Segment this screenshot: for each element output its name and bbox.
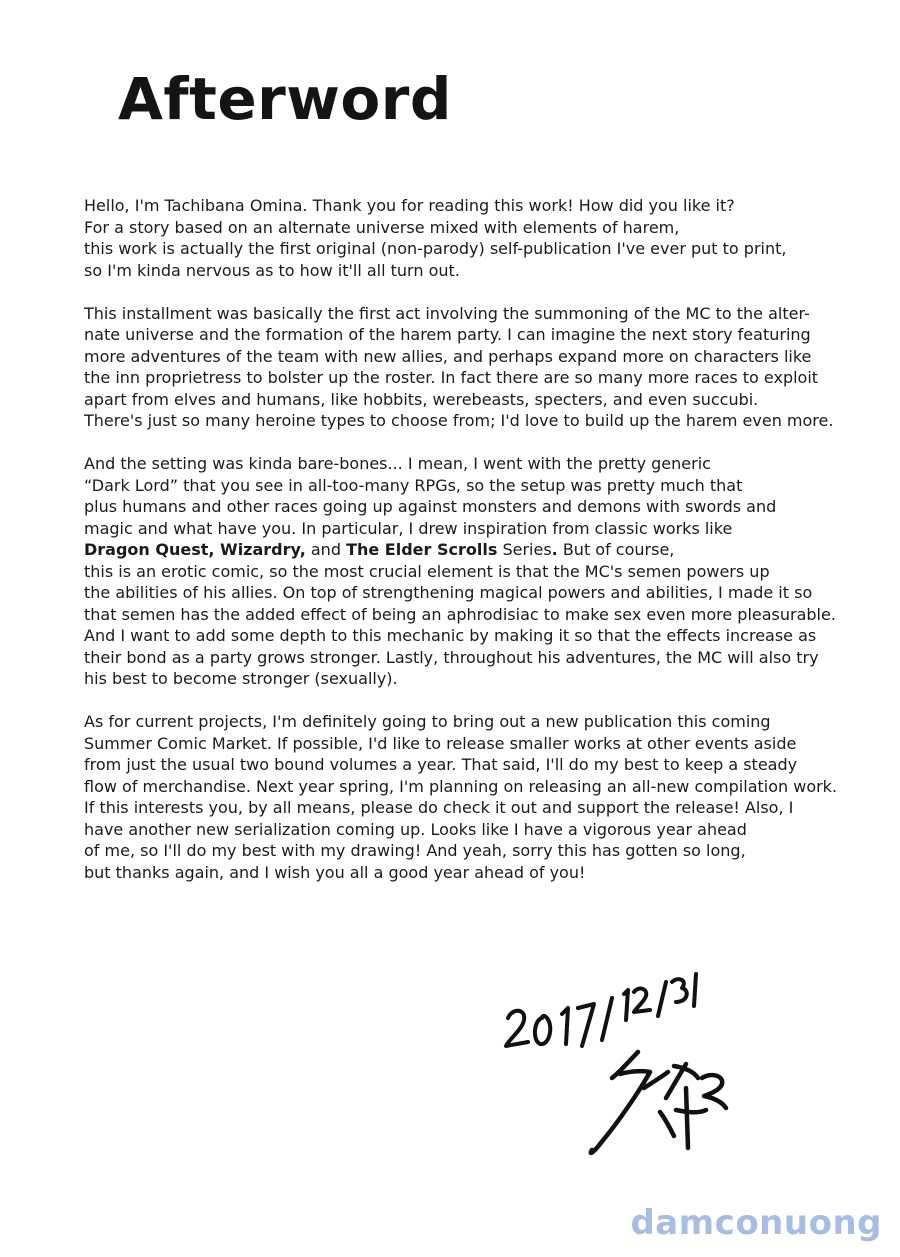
text-line: have another new serialization coming up. Looks like I have a vigorous year ahead <box>84 819 747 839</box>
signature-drawing <box>490 960 740 1170</box>
paragraph-2 <box>84 303 844 432</box>
handwritten-signature <box>490 960 740 1170</box>
text-line: Summer Comic Market. If possible, I'd like to release smaller works at other events aside <box>84 733 797 753</box>
text-line: And I want to add some depth to this mechanic by making it so that the effects increase as <box>84 626 817 645</box>
text-line-with-titles <box>84 539 844 561</box>
text-line: his best to become stronger (sexually). <box>84 669 398 688</box>
text-line: but thanks again, and I wish you all a good year ahead of you! <box>84 862 586 882</box>
text-fragment: and <box>305 540 347 559</box>
text-line: from just the usual two bound volumes a year. That said, I'll do my best to keep a steady <box>84 755 798 774</box>
text-fragment: But of course, <box>557 540 675 559</box>
text-fragment: Series <box>497 540 552 559</box>
text-line: the inn proprietress to bolster up the roster. In fact there are so many more races to exploit <box>84 368 819 387</box>
text-line: their bond as a party grows stronger. Lastly, throughout his adventures, the MC will also try <box>84 647 819 667</box>
text-fragment-bold: . <box>551 540 558 559</box>
text-line: the abilities of his allies. On top of strengthening magical powers and abilities, I made it so <box>84 583 813 602</box>
text-line: For a story based on an alternate universe mixed with elements of harem, <box>84 217 680 237</box>
text-line: plus humans and other races going up against monsters and demons with swords and <box>84 497 777 516</box>
text-line: this work is actually the first original (non-parody) self-publication I've ever put to print, <box>84 239 787 258</box>
signature-strokes <box>591 1052 726 1153</box>
text-line: apart from elves and humans, like hobbits, werebeasts, specters, and even succubi. <box>84 389 759 409</box>
game-title-bold: The Elder Scrolls <box>346 540 498 559</box>
text-line: If this interests you, by all means, please do check it out and support the release! Also, I <box>84 798 794 817</box>
text-line: magic and what have you. In particular, I drew inspiration from classic works like <box>84 518 733 538</box>
paragraph-3 <box>84 453 844 690</box>
text-line: so I'm kinda nervous as to how it'll all turn out. <box>84 260 460 280</box>
text-line: nate universe and the formation of the harem party. I can imagine the next story featuring <box>84 325 811 344</box>
text-line: There's just so many heroine types to choose from; I'd love to build up the harem even more. <box>84 411 834 430</box>
text-line: flow of merchandise. Next year spring, I'm planning on releasing an all-new compilation work. <box>84 776 838 796</box>
game-title-bold: Dragon Quest, Wizardry, <box>84 540 306 559</box>
text-line: this is an erotic comic, so the most crucial element is that the MC's semen powers up <box>84 561 770 581</box>
text-line: that semen has the added effect of being an aphrodisiac to make sex even more pleasurable. <box>84 604 836 624</box>
text-line: This installment was basically the first act involving the summoning of the MC to the alter- <box>84 303 810 323</box>
text-line: more adventures of the team with new allies, and perhaps expand more on characters like <box>84 346 812 366</box>
text-line: As for current projects, I'm definitely going to bring out a new publication this coming <box>84 712 771 731</box>
text-line: “Dark Lord” that you see in all-too-many RPGs, so the setup was pretty much that <box>84 475 743 495</box>
paragraph-1 <box>84 195 844 281</box>
watermark-text: damconuong <box>630 1203 882 1243</box>
text-line: of me, so I'll do my best with my drawing! And yeah, sorry this has gotten so long, <box>84 841 746 860</box>
handwritten-date <box>506 974 696 1046</box>
text-line: Hello, I'm Tachibana Omina. Thank you for reading this work! How did you like it? <box>84 196 735 215</box>
page-title: Afterword <box>118 65 452 133</box>
afterword-body <box>84 195 844 905</box>
paragraph-4 <box>84 711 844 883</box>
text-line: And the setting was kinda bare-bones... I mean, I went with the pretty generic <box>84 454 711 473</box>
